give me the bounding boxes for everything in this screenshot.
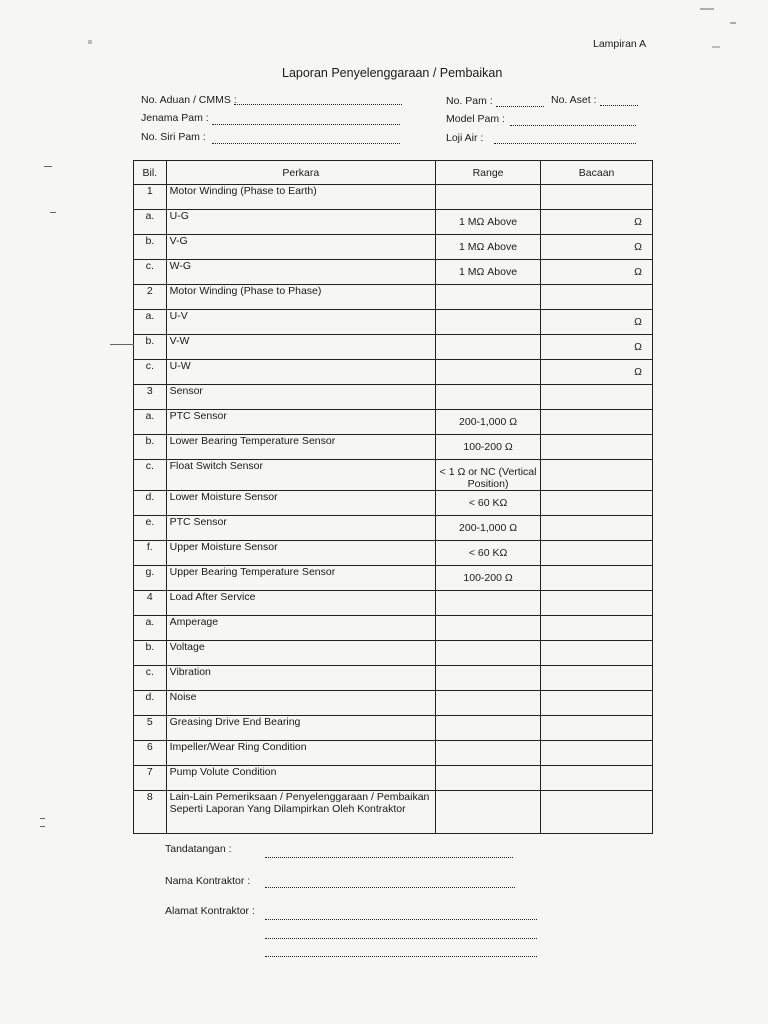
header-range: Range	[435, 161, 540, 185]
cell-bil: b.	[134, 435, 167, 460]
header-bil: Bil.	[134, 161, 167, 185]
no-aset-label: No. Aset :	[551, 94, 597, 106]
cell-bacaan[interactable]	[541, 641, 653, 666]
cell-bacaan[interactable]	[541, 766, 653, 791]
table-row	[134, 791, 653, 834]
table-row	[134, 460, 653, 491]
cell-perkara: Load After Service	[166, 591, 435, 616]
cell-bacaan-text: Ω	[634, 366, 642, 378]
cell-range	[435, 260, 540, 285]
header-bacaan: Bacaan	[541, 161, 653, 185]
cell-bacaan[interactable]	[541, 435, 653, 460]
cell-range	[435, 460, 540, 491]
cell-bacaan-text: Ω	[634, 266, 642, 278]
cell-bacaan[interactable]	[541, 260, 653, 285]
cell-perkara: Lain-Lain Pemeriksaan / Penyelenggaraan / Pembaikan Seperti Laporan Yang Dilampirkan Oleh Kontraktor	[166, 791, 435, 834]
tandatangan-line[interactable]	[265, 857, 513, 858]
cell-range-text: < 1 Ω or NC (Vertical Position)	[439, 466, 537, 490]
no-pam-line[interactable]	[496, 106, 544, 107]
cell-range-text: 200-1,000 Ω	[459, 522, 518, 534]
table-row	[134, 491, 653, 516]
cell-perkara: W-G	[166, 260, 435, 285]
table-row	[134, 385, 653, 410]
cell-perkara: Sensor	[166, 385, 435, 410]
cell-bil: c.	[134, 460, 167, 491]
cell-bil: 6	[134, 741, 167, 766]
cell-bacaan[interactable]	[541, 310, 653, 335]
cell-perkara: U-V	[166, 310, 435, 335]
cell-range	[435, 310, 540, 335]
cell-range	[435, 385, 540, 410]
cell-bacaan[interactable]	[541, 385, 653, 410]
table-row	[134, 335, 653, 360]
table-row	[134, 516, 653, 541]
cell-bacaan[interactable]	[541, 360, 653, 385]
cell-range	[435, 566, 540, 591]
cell-bil: 5	[134, 716, 167, 741]
cell-bil: f.	[134, 541, 167, 566]
cell-bacaan[interactable]	[541, 235, 653, 260]
table-row	[134, 716, 653, 741]
table-row	[134, 310, 653, 335]
jenama-pam-line[interactable]	[212, 124, 400, 125]
cell-bil: b.	[134, 235, 167, 260]
cell-bil: a.	[134, 410, 167, 435]
table-row	[134, 591, 653, 616]
cell-bil: 1	[134, 185, 167, 210]
cell-range	[435, 410, 540, 435]
cell-perkara: Upper Moisture Sensor	[166, 541, 435, 566]
table-row	[134, 541, 653, 566]
cell-bil: 2	[134, 285, 167, 310]
no-aduan-label: No. Aduan / CMMS :	[141, 94, 237, 106]
cell-perkara: Float Switch Sensor	[166, 460, 435, 491]
no-siri-pam-line[interactable]	[212, 143, 400, 144]
cell-bil: c.	[134, 360, 167, 385]
cell-bacaan[interactable]	[541, 741, 653, 766]
model-pam-line[interactable]	[510, 125, 636, 126]
table-row	[134, 210, 653, 235]
alamat-kontraktor-line-3[interactable]	[265, 956, 537, 957]
cell-range-text: < 60 KΩ	[468, 497, 508, 509]
cell-bacaan[interactable]	[541, 541, 653, 566]
cell-bil: e.	[134, 516, 167, 541]
model-pam-label: Model Pam :	[446, 113, 505, 125]
cell-perkara: Motor Winding (Phase to Earth)	[166, 185, 435, 210]
cell-bacaan-text: Ω	[634, 316, 642, 328]
cell-bacaan[interactable]	[541, 616, 653, 641]
cell-bacaan[interactable]	[541, 691, 653, 716]
scan-mark	[40, 826, 45, 827]
alamat-kontraktor-line-1[interactable]	[265, 919, 537, 920]
nama-kontraktor-line[interactable]	[265, 887, 515, 888]
table-row	[134, 435, 653, 460]
lampiran-label: Lampiran A	[593, 38, 647, 50]
cell-range-text: 200-1,000 Ω	[459, 416, 518, 428]
table-row	[134, 235, 653, 260]
cell-perkara: PTC Sensor	[166, 516, 435, 541]
scan-mark	[700, 8, 714, 10]
cell-bacaan[interactable]	[541, 335, 653, 360]
cell-range	[435, 516, 540, 541]
cell-bacaan[interactable]	[541, 410, 653, 435]
cell-range-text: 100-200 Ω	[463, 572, 513, 584]
cell-bacaan-text: Ω	[634, 241, 642, 253]
table-body	[134, 185, 653, 834]
scan-mark	[110, 344, 134, 345]
cell-perkara: V-G	[166, 235, 435, 260]
cell-perkara: Voltage	[166, 641, 435, 666]
cell-range	[435, 435, 540, 460]
cell-perkara: Pump Volute Condition	[166, 766, 435, 791]
cell-bil: a.	[134, 616, 167, 641]
table-row	[134, 360, 653, 385]
cell-perkara: Motor Winding (Phase to Phase)	[166, 285, 435, 310]
tandatangan-label: Tandatangan :	[165, 843, 232, 855]
loji-air-line[interactable]	[494, 143, 636, 144]
cell-range	[435, 185, 540, 210]
table-header-row	[134, 161, 653, 185]
cell-perkara: U-G	[166, 210, 435, 235]
table-row	[134, 766, 653, 791]
cell-range	[435, 285, 540, 310]
cell-perkara: Upper Bearing Temperature Sensor	[166, 566, 435, 591]
cell-perkara: Greasing Drive End Bearing	[166, 716, 435, 741]
cell-bil: b.	[134, 641, 167, 666]
scan-mark	[40, 818, 45, 819]
cell-bil: d.	[134, 691, 167, 716]
cell-bacaan[interactable]	[541, 185, 653, 210]
cell-range	[435, 716, 540, 741]
cell-bacaan[interactable]	[541, 210, 653, 235]
table-row	[134, 185, 653, 210]
cell-bil: a.	[134, 310, 167, 335]
scan-mark	[50, 212, 56, 213]
jenama-pam-label: Jenama Pam :	[141, 112, 209, 124]
cell-range	[435, 360, 540, 385]
cell-range	[435, 616, 540, 641]
table-row	[134, 260, 653, 285]
cell-bacaan[interactable]	[541, 716, 653, 741]
cell-bacaan[interactable]	[541, 666, 653, 691]
cell-range-text: 100-200 Ω	[463, 441, 513, 453]
cell-range	[435, 691, 540, 716]
cell-range	[435, 210, 540, 235]
table-row	[134, 285, 653, 310]
no-aset-line[interactable]	[600, 105, 638, 106]
alamat-kontraktor-label: Alamat Kontraktor :	[165, 905, 255, 917]
cell-bil: 8	[134, 791, 167, 834]
cell-range	[435, 591, 540, 616]
scan-mark	[730, 22, 736, 24]
cell-perkara: PTC Sensor	[166, 410, 435, 435]
table-row	[134, 410, 653, 435]
scan-mark	[88, 40, 92, 44]
cell-range	[435, 666, 540, 691]
cell-bil: a.	[134, 210, 167, 235]
cell-range	[435, 791, 540, 834]
cell-bil: c.	[134, 260, 167, 285]
table-row	[134, 666, 653, 691]
cell-range	[435, 235, 540, 260]
inspection-table	[133, 160, 653, 834]
cell-bacaan[interactable]	[541, 791, 653, 834]
cell-range-text: 1 MΩ Above	[459, 216, 518, 228]
page-title: Laporan Penyelenggaraan / Pembaikan	[282, 66, 503, 80]
cell-bil: g.	[134, 566, 167, 591]
cell-bil: 3	[134, 385, 167, 410]
scan-mark	[712, 46, 720, 48]
cell-perkara: Vibration	[166, 666, 435, 691]
table-row	[134, 691, 653, 716]
cell-perkara: Lower Bearing Temperature Sensor	[166, 435, 435, 460]
cell-bacaan[interactable]	[541, 566, 653, 591]
nama-kontraktor-label: Nama Kontraktor :	[165, 875, 251, 887]
cell-perkara: V-W	[166, 335, 435, 360]
no-pam-label: No. Pam :	[446, 95, 493, 107]
cell-range	[435, 741, 540, 766]
table-row	[134, 741, 653, 766]
cell-bacaan[interactable]	[541, 591, 653, 616]
cell-perkara: Noise	[166, 691, 435, 716]
cell-bil: 7	[134, 766, 167, 791]
cell-perkara: Lower Moisture Sensor	[166, 491, 435, 516]
cell-range	[435, 491, 540, 516]
cell-range-text: < 60 KΩ	[468, 547, 508, 559]
cell-bacaan-text: Ω	[634, 341, 642, 353]
table-row	[134, 566, 653, 591]
no-siri-pam-label: No. Siri Pam :	[141, 131, 206, 143]
cell-bacaan[interactable]	[541, 516, 653, 541]
cell-bil: b.	[134, 335, 167, 360]
cell-bil: c.	[134, 666, 167, 691]
table-row	[134, 641, 653, 666]
cell-bil: d.	[134, 491, 167, 516]
loji-air-label: Loji Air :	[446, 132, 484, 144]
cell-bil: 4	[134, 591, 167, 616]
cell-bacaan-text: Ω	[634, 216, 642, 228]
cell-range	[435, 641, 540, 666]
cell-range-text: 1 MΩ Above	[459, 241, 518, 253]
scan-mark	[44, 166, 52, 167]
cell-range-text: 1 MΩ Above	[459, 266, 518, 278]
cell-perkara: U-W	[166, 360, 435, 385]
cell-bacaan[interactable]	[541, 491, 653, 516]
cell-perkara: Impeller/Wear Ring Condition	[166, 741, 435, 766]
cell-range	[435, 541, 540, 566]
header-perkara: Perkara	[166, 161, 435, 185]
cell-range	[435, 766, 540, 791]
cell-perkara: Amperage	[166, 616, 435, 641]
no-aduan-line[interactable]	[234, 104, 402, 105]
cell-bacaan[interactable]	[541, 460, 653, 491]
cell-range	[435, 335, 540, 360]
alamat-kontraktor-line-2[interactable]	[265, 938, 537, 939]
cell-bacaan[interactable]	[541, 285, 653, 310]
table-row	[134, 616, 653, 641]
